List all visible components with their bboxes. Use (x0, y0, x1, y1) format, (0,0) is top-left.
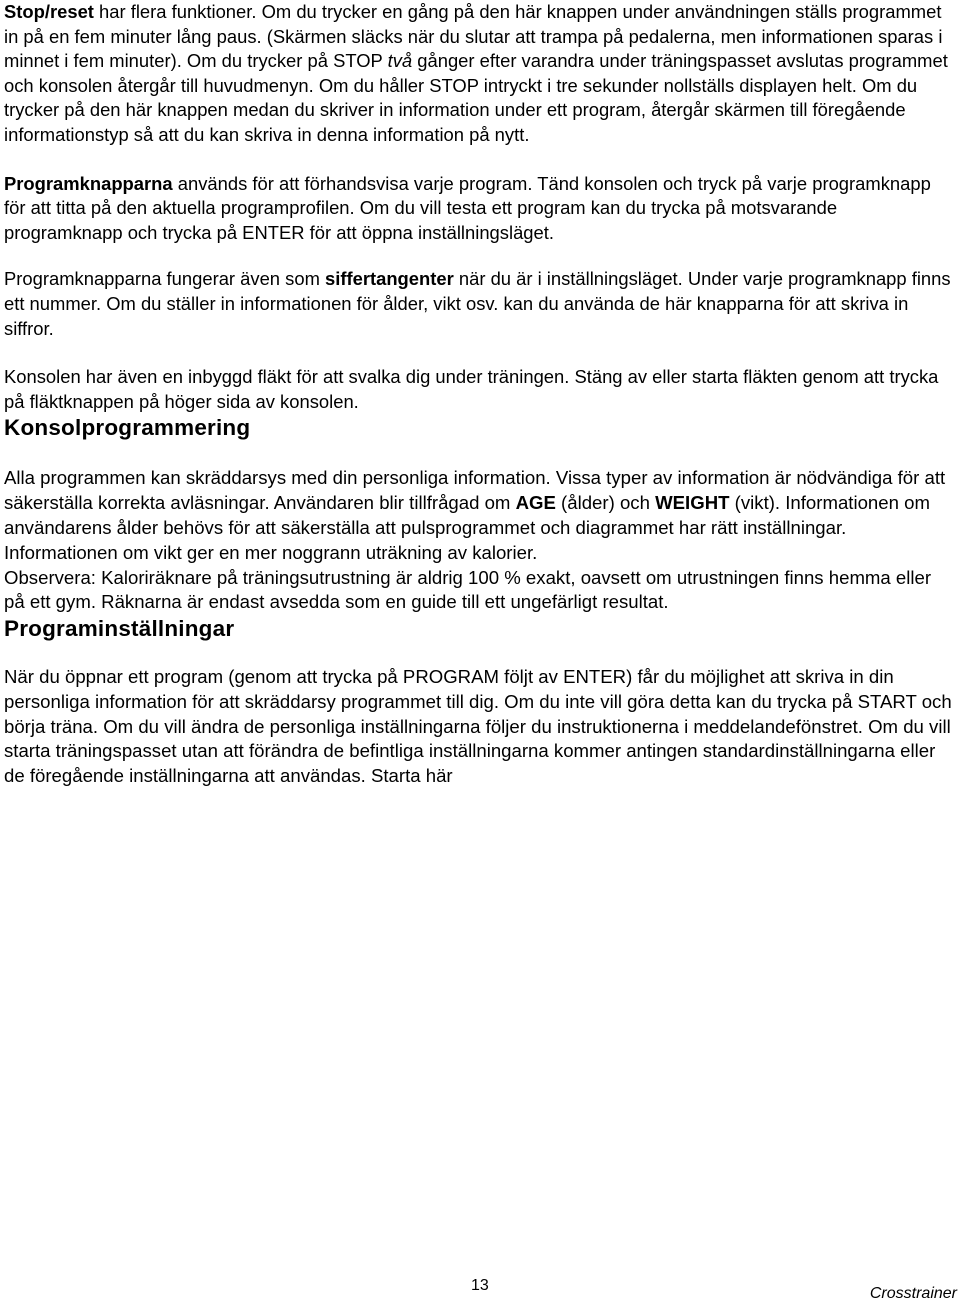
paragraph-personal-info (4, 466, 956, 615)
paragraph-text: (vikt). Informationen om användarens ålder behövs för att säkerställa att pulsprogrammet och diagrammet har rätt inställningar. Informationen om vikt ger en mer noggrann uträkning av kalorier. (4, 492, 930, 563)
term-stop-reset: Stop/reset (4, 1, 94, 22)
paragraph-text: Programknapparna fungerar även som (4, 268, 325, 290)
section-heading-program-settings: Programinställningar (4, 616, 235, 642)
document-page (4, 0, 956, 789)
paragraph-text: Alla programmen kan skräddarsys med din personliga information. Vissa typer av information är nödvändiga för att säkerställa korrekta avläsningar. Användaren blir tillfrågad om (4, 467, 946, 514)
paragraph-text: (ålder) och (555, 492, 656, 514)
term-program-buttons: Programknapparna (4, 172, 173, 194)
paragraph-program-buttons (4, 172, 956, 246)
footer-title: Crosstrainer (869, 1285, 957, 1302)
section-heading-console-programming: Konsolprogrammering (4, 415, 251, 441)
paragraph-text: används för att förhandsvisa varje program. Tänd konsolen och tryck på varje programknapp för att titta på den aktuella programprofilen. Om du vill testa ett program kan du trycka på motsvarande programknapp och trycka på ENTER för att öppna inställningsläget. (4, 172, 931, 243)
paragraph-program-settings (4, 665, 956, 789)
paragraph-text: har flera funktioner. Om du trycker en gång på den här knappen under användningen ställs programmet in på en fem minuter lång paus. (Skärmen släcks när du slutar att trampa på pedalerna, men informationen sparas i minnet i fem minuter). Om du trycker på STOP (4, 1, 943, 72)
paragraph-text: När du öppnar ett program (genom att trycka på PROGRAM följt av ENTER) får du möjlighet att skriva in din personliga information för att skräddarsy programmet till dig. Om du inte vill göra detta kan du trycka på START och börja träna. Om du vill ändra de personliga inställningarna följer du instruktionerna i meddelandefönstret. Om du vill starta träningspasset utan att förändra de befintliga inställningarna kommer antingen standardinställningarna eller de föregående inställningarna att användas. Starta här (4, 666, 952, 787)
paragraph-fan (4, 365, 956, 414)
emphasis-two: två (387, 50, 413, 72)
paragraph-stop-reset (4, 0, 956, 148)
paragraph-text: när du är i inställningsläget. Under varje programknapp finns ett nummer. Om du ställer in informationen för ålder, vikt osv. kan du använda de här knapparna för att skriva in siffror. (4, 268, 951, 339)
note-text: Observera: Kaloriräknare på träningsutrustning är aldrig 100 % exakt, oavsett om utrustningen finns hemma eller på ett gym. Räknarna är endast avsedda som en guide till ett ungefärligt resultat. (4, 566, 932, 613)
term-weight: WEIGHT (655, 492, 730, 514)
paragraph-text: Konsolen har även en inbyggd fläkt för att svalka dig under träningen. Stäng av eller starta fläkten genom att trycka på fläktknappen på höger sida av konsolen. (4, 366, 939, 412)
term-number-keys: siffertangenter (325, 268, 454, 290)
term-age: AGE (515, 492, 556, 514)
paragraph-number-keys (4, 267, 956, 341)
paragraph-text: gånger efter varandra under träningspasset avslutas programmet och konsolen återgår till huvudmenyn. Om du håller STOP intryckt i tre sekunder nollställs displayen helt. Om du trycker på den här knappen medan du skriver in information under ett program, återgår skärmen till föregående informationstyp så att du kan skriva in denna information på nytt. (4, 50, 948, 145)
page-number: 13 (471, 1277, 489, 1294)
